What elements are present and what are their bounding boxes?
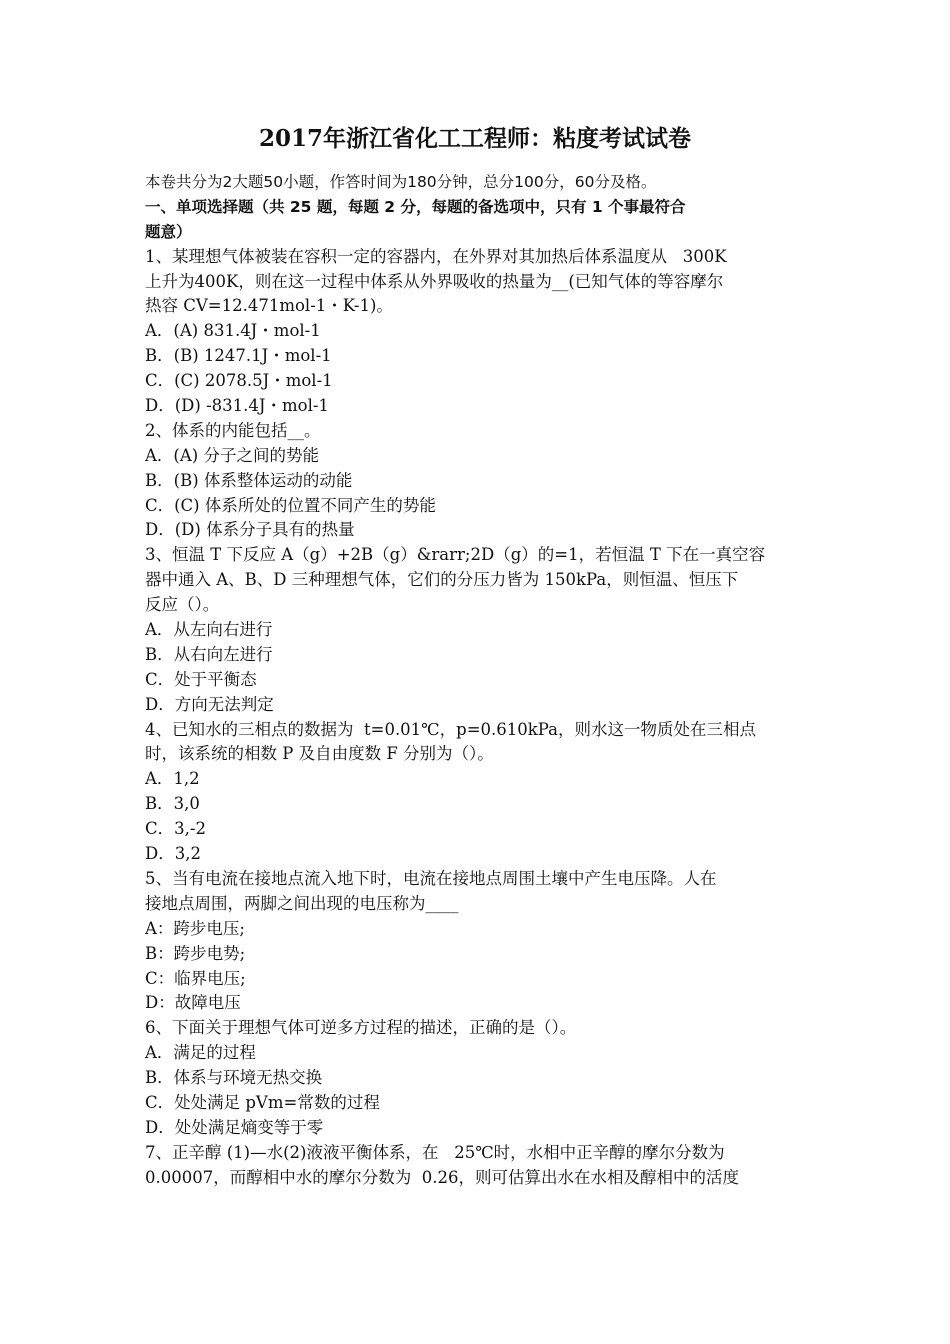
question-text: 上升为400K，则在这一过程中体系从外界吸收的热量为__(已知气体的等容摩尔 bbox=[145, 271, 724, 291]
option-a: A．从左向右进行 bbox=[145, 620, 273, 640]
option-b: B．体系与环境无热交换 bbox=[145, 1068, 323, 1088]
option-a: A．满足的过程 bbox=[145, 1043, 256, 1063]
question-4 bbox=[145, 718, 810, 867]
question-text: 反应（）。 bbox=[145, 595, 220, 615]
option-d: D．方向无法判定 bbox=[145, 694, 274, 714]
option-d: D．(D) 体系分子具有的热量 bbox=[145, 520, 355, 540]
question-text: 2、体系的内能包括__。 bbox=[145, 420, 321, 440]
option-a: A．(A) 分子之间的势能 bbox=[145, 445, 319, 465]
exam-content bbox=[145, 170, 810, 1191]
option-d: D．处处满足熵变等于零 bbox=[145, 1117, 324, 1137]
option-c: C．处处满足 pVm=常数的过程 bbox=[145, 1092, 380, 1112]
question-text: 0.00007，而醇相中水的摩尔分数为 0.26，则可估算出水在水相及醇相中的活度 bbox=[145, 1167, 739, 1187]
option-b: B：跨步电势; bbox=[145, 943, 246, 963]
question-text: 器中通入 A、B、D 三种理想气体，它们的分压力皆为 150kPa，则恒温、恒压下 bbox=[145, 570, 739, 590]
section-heading: 一、单项选择题（共 25 题，每题 2 分，每题的备选项中，只有 1 个事最符合 bbox=[145, 197, 686, 216]
question-5 bbox=[145, 867, 810, 1016]
option-b: B．(B) 1247.1J・mol-1 bbox=[145, 346, 332, 366]
option-c: C．(C) 2078.5J・mol-1 bbox=[145, 371, 333, 391]
option-b: B．从右向左进行 bbox=[145, 644, 273, 664]
option-c: C．处于平衡态 bbox=[145, 669, 257, 689]
option-d: D．3,2 bbox=[145, 844, 201, 864]
page-title: 2017年浙江省化工工程师：粘度考试试卷 bbox=[258, 125, 691, 152]
option-a: A．1,2 bbox=[145, 769, 200, 789]
option-a: A：跨步电压; bbox=[145, 918, 245, 938]
question-2 bbox=[145, 419, 810, 543]
option-c: C．3,-2 bbox=[145, 819, 206, 839]
question-3 bbox=[145, 543, 810, 717]
option-d: D：故障电压 bbox=[145, 993, 241, 1013]
question-text: 6、下面关于理想气体可逆多方过程的描述，正确的是（）。 bbox=[145, 1018, 577, 1038]
option-c: C．(C) 体系所处的位置不同产生的势能 bbox=[145, 495, 436, 515]
option-c: C：临界电压; bbox=[145, 968, 246, 988]
question-7 bbox=[145, 1141, 810, 1191]
question-text: 7、正辛醇 (1)—水(2)液液平衡体系，在 25℃时，水相中正辛醇的摩尔分数为 bbox=[145, 1142, 725, 1162]
question-text: 3、恒温 T 下反应 A（g）+2B（g）&rarr;2D（g）的=1，若恒温 T 下在一真空容 bbox=[145, 545, 766, 565]
section-heading-cont: 题意） bbox=[145, 222, 192, 241]
option-b: B．(B) 体系整体运动的动能 bbox=[145, 470, 353, 490]
question-text: 5、当有电流在接地点流入地下时，电流在接地点周围土壤中产生电压降。人在 bbox=[145, 868, 717, 888]
question-text: 热容 CV=12.471mol-1・K-1)。 bbox=[145, 296, 393, 316]
question-text: 4、已知水的三相点的数据为 t=0.01℃，p=0.610kPa，则水这一物质处在三相点 bbox=[145, 719, 756, 739]
exam-intro: 本卷共分为2大题50小题，作答时间为180分钟，总分100分，60分及格。 bbox=[145, 173, 657, 191]
question-6 bbox=[145, 1016, 810, 1140]
option-b: B．3,0 bbox=[145, 794, 200, 814]
option-a: A．(A) 831.4J・mol-1 bbox=[145, 321, 321, 341]
question-text: 1、某理想气体被装在容积一定的容器内，在外界对其加热后体系温度从 300K bbox=[145, 246, 727, 266]
question-text: 时，该系统的相数 P 及自由度数 F 分别为（）。 bbox=[145, 744, 494, 764]
question-1 bbox=[145, 245, 810, 419]
option-d: D．(D) -831.4J・mol-1 bbox=[145, 396, 329, 416]
question-text: 接地点周围，两脚之间出现的电压称为____ bbox=[145, 893, 459, 913]
